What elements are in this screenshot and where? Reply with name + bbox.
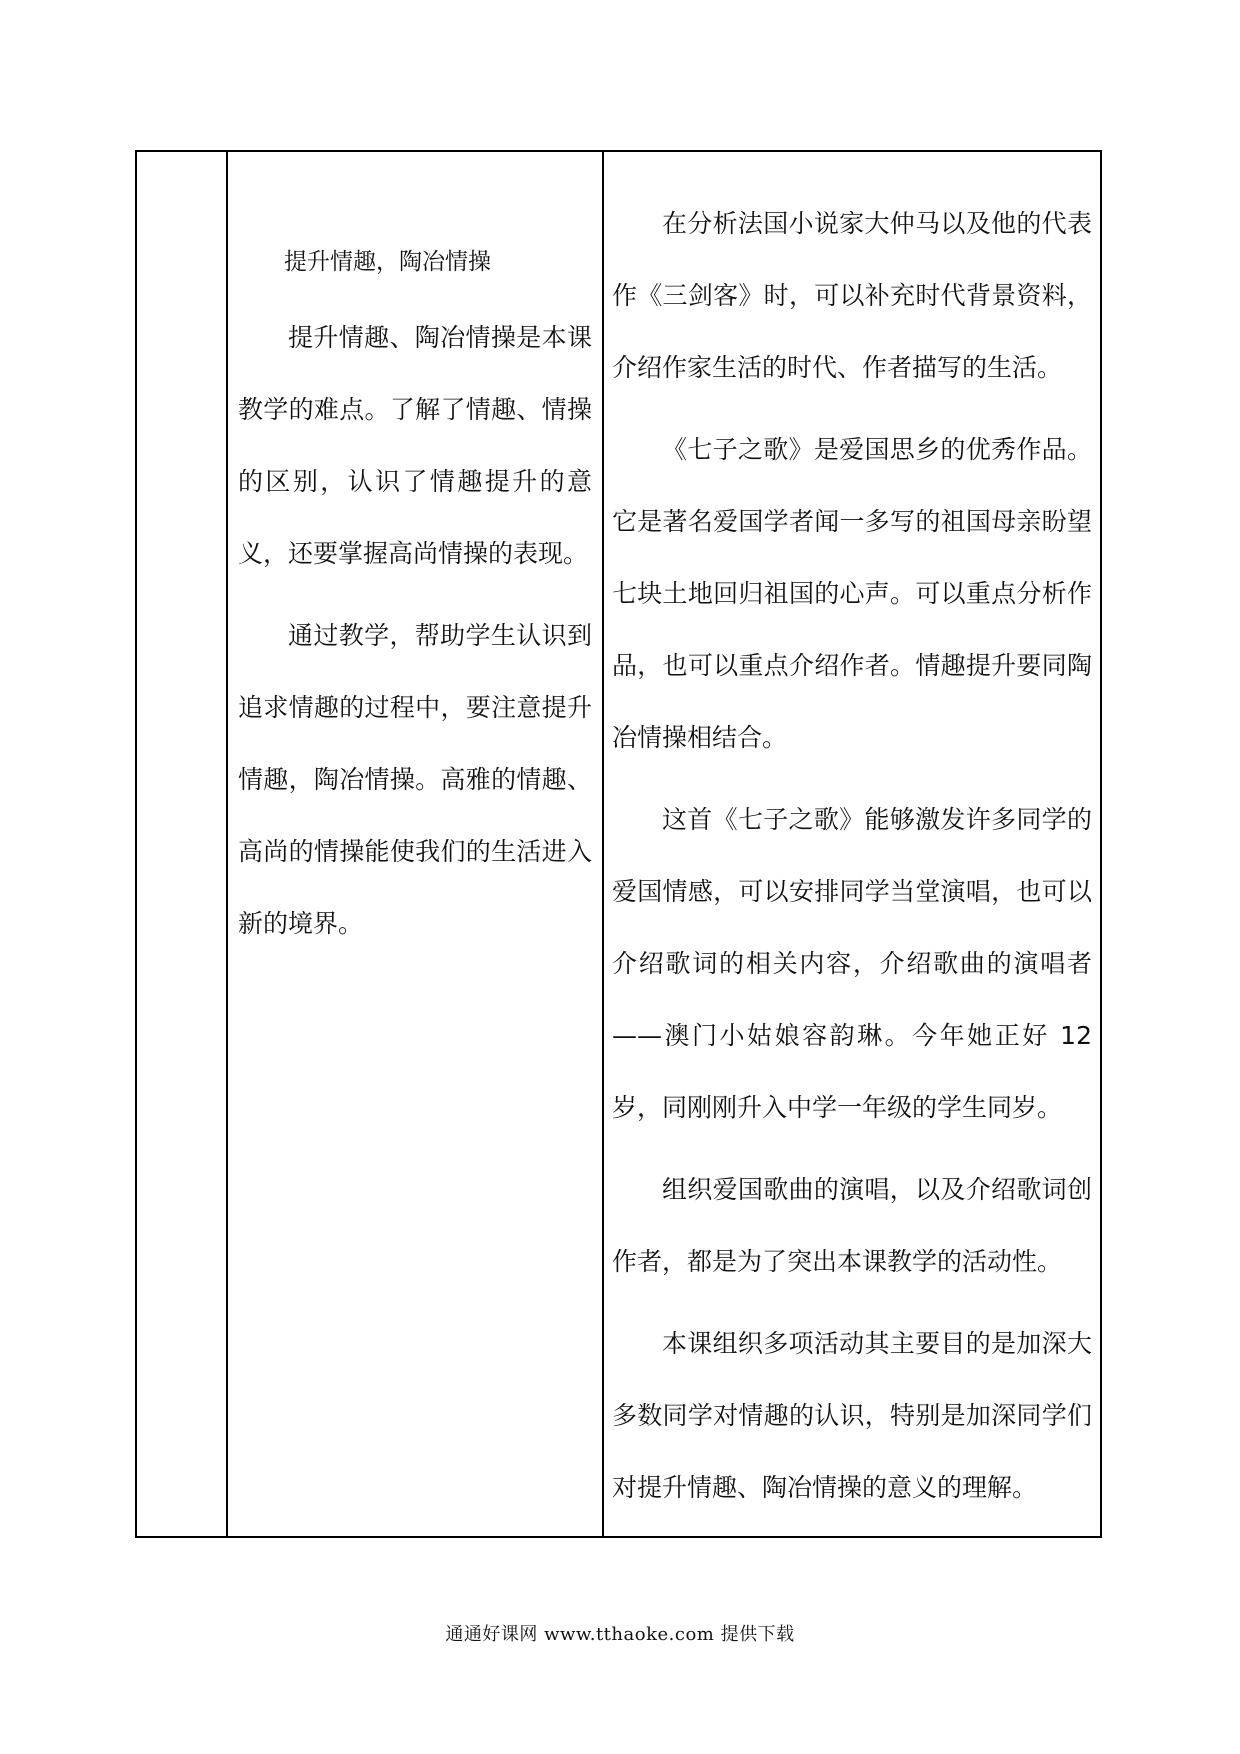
- paragraph: 《七子之歌》是爱国思乡的优秀作品。它是著名爱国学者闻一多写的祖国母亲盼望七块土地回归祖国的心声。可以重点分析作品，也可以重点介绍作者。情趣提升要同陶冶情操相结合。: [612, 435, 1092, 752]
- paragraph: 这首《七子之歌》能够激发许多同学的爱国情感，可以安排同学当堂演唱，也可以介绍歌词的相关内容，介绍歌曲的演唱者——澳门小姑娘容韵琳。今年她正好 12 岁，同刚刚升入中学一年级的学生同岁。: [612, 805, 1092, 1122]
- paragraph: 在分析法国小说家大仲马以及他的代表作《三剑客》时，可以补充时代背景资料，介绍作家生活的时代、作者描写的生活。: [612, 209, 1092, 382]
- lesson-table: [135, 150, 1102, 1538]
- page-footer: 通通好课网 www.tthaoke.com 提供下载: [445, 1624, 795, 1645]
- table-cell-empty: [137, 152, 226, 1536]
- table-cell-teaching-focus: [228, 152, 602, 1536]
- paragraph: 提升情趣、陶冶情操是本课教学的难点。了解了情趣、情操的区别，认识了情趣提升的意义，还要掌握高尚情操的表现。: [238, 323, 592, 568]
- table-cell-teaching-notes: [604, 152, 1100, 1536]
- section-heading: 提升情趣，陶冶情操: [284, 249, 491, 275]
- paragraph: 组织爱国歌曲的演唱，以及介绍歌词创作者，都是为了突出本课教学的活动性。: [612, 1175, 1092, 1276]
- paragraph: 通过教学，帮助学生认识到追求情趣的过程中，要注意提升情趣，陶冶情操。高雅的情趣、高尚的情操能使我们的生活进入新的境界。: [238, 621, 592, 938]
- paragraph: 本课组织多项活动其主要目的是加深大多数同学对情趣的认识，特别是加深同学们对提升情趣、陶冶情操的意义的理解。: [612, 1329, 1092, 1502]
